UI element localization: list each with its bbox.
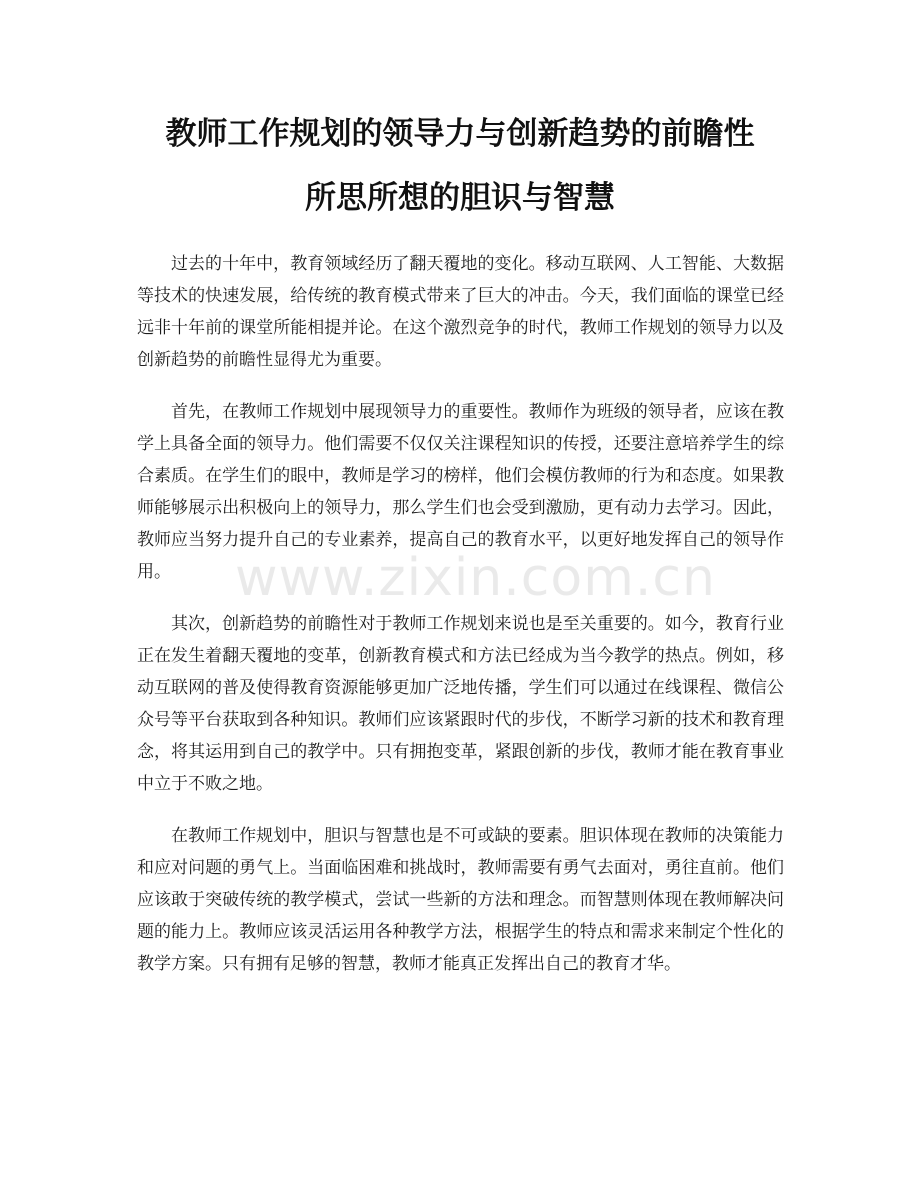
paragraph-2: 首先，在教师工作规划中展现领导力的重要性。教师作为班级的领导者，应该在教学上具备全面的领导力。他们需要不仅仅关注课程知识的传授，还要注意培养学生的综合素质。在学生们的眼中，教师是学习的榜样，他们会模仿教师的行为和态度。如果教师能够展示出积极向上的领导力，那么学生们也会受到激励，更有动力去学习。因此，教师应当努力提升自己的专业素养，提高自己的教育水平，以更好地发挥自己的领导作用。: [137, 402, 784, 582]
watermark-text: www.zixin.com.cn: [235, 548, 716, 608]
document-body: [137, 248, 784, 1000]
document-title: [120, 102, 800, 230]
title-line-1: 教师工作规划的领导力与创新趋势的前瞻性: [165, 116, 755, 152]
paragraph-1: 过去的十年中，教育领域经历了翻天覆地的变化。移动互联网、人工智能、大数据等技术的快速发展，给传统的教育模式带来了巨大的冲击。今天，我们面临的课堂已经远非十年前的课堂所能相提并论。在这个激烈竞争的时代，教师工作规划的领导力以及创新趋势的前瞻性显得尤为重要。: [137, 254, 784, 370]
title-line-2: 所思所想的胆识与智慧: [305, 180, 615, 216]
paragraph-4: 在教师工作规划中，胆识与智慧也是不可或缺的要素。胆识体现在教师的决策能力和应对问题的勇气上。当面临困难和挑战时，教师需要有勇气去面对，勇往直前。他们应该敢于突破传统的教学模式，尝试一些新的方法和理念。而智慧则体现在教师解决问题的能力上。教师应该灵活运用各种教学方法，根据学生的特点和需求来制定个性化的教学方案。只有拥有足够的智慧，教师才能真正发挥出自己的教育才华。: [137, 826, 784, 974]
paragraph-3: 其次，创新趋势的前瞻性对于教师工作规划来说也是至关重要的。如今，教育行业正在发生着翻天覆地的变革，创新教育模式和方法已经成为当今教学的热点。例如，移动互联网的普及使得教育资源能够更加广泛地传播，学生们可以通过在线课程、微信公众号等平台获取到各种知识。教师们应该紧跟时代的步伐，不断学习新的技术和教育理念，将其运用到自己的教学中。只有拥抱变革，紧跟创新的步伐，教师才能在教育事业中立于不败之地。: [137, 614, 784, 794]
